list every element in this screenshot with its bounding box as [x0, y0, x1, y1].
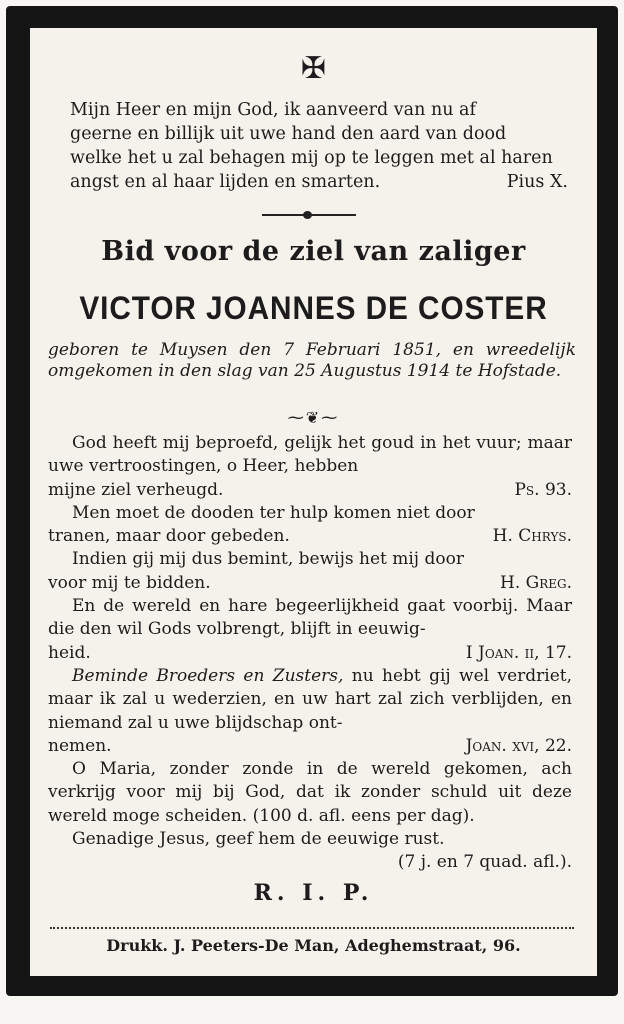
- rip-text: R. I. P.: [253, 880, 374, 906]
- printer-imprint: Drukk. J. Peeters-De Man, Adeghemstraat, 96.: [106, 936, 521, 955]
- passage-end-text: heid.: [48, 642, 91, 663]
- passage-text: O Maria, zonder zonde in de wereld gekomen, ach verkrijg voor mij bij God, dat ik zonder schuld uit deze wereld moge scheiden. (100 d. afl. eens per dag).: [48, 759, 572, 826]
- passage-text: Genadige Jesus, geef hem de eeuwige rust.: [72, 829, 445, 850]
- passage-end-text: tranen, maar door gebeden.: [48, 526, 290, 547]
- quote-line: Mijn Heer en mijn God, ik aanveerd van nu af: [70, 100, 476, 120]
- passage-text: Men moet de dooden ter hulp komen niet door: [72, 502, 475, 523]
- indulgence-note: (7 j. en 7 quad. afl.).: [397, 852, 572, 873]
- dotted-rule: [50, 927, 574, 929]
- passage-source: H. Chrys.: [492, 526, 572, 547]
- memorial-card: [6, 6, 618, 996]
- passage-end: [48, 572, 572, 595]
- passage-end: [48, 735, 572, 758]
- passage-italic-lead: Beminde Broeders en Zusters,: [72, 665, 344, 686]
- passage-text: [48, 665, 572, 735]
- birth-death-details: geboren te Muysen den 7 Februari 1851, en wreedelijk omgekomen in den slag van 25 Augustus 1914 te Hofstade.: [48, 340, 576, 381]
- passage-end-text: mijne ziel verheugd.: [48, 479, 224, 500]
- passage-source: I Joan. ii, 17.: [465, 642, 572, 663]
- prayer-heading: Bid voor de ziel van zaliger: [101, 236, 526, 267]
- passages: [48, 432, 572, 875]
- quote-source: Pius X.: [506, 172, 568, 192]
- ornament-divider: ⁓❦⁓: [287, 408, 340, 427]
- passage-end: [48, 479, 572, 502]
- passage-text: God heeft mij beproefd, gelijk het goud in het vuur; maar uwe vertroostingen, o Heer, hebben: [48, 433, 572, 477]
- passage-source: H. Greg.: [500, 572, 572, 593]
- passage-source: Ps. 93.: [514, 479, 572, 500]
- passage-text-body: nu hebt gij wel verdriet, maar ik zal u wederzien, en uw hart zal zich verblijden, en niemand zal u uwe blijdschap ont-: [48, 665, 572, 733]
- quote-line: welke het u zal behagen mij op te leggen met al haren: [70, 148, 553, 168]
- opening-quote: [70, 98, 568, 194]
- separator-dot: [303, 211, 312, 219]
- cross-icon: ✠: [300, 51, 327, 86]
- passage-text: Indien gij mij dus bemint, bewijs het mij door: [72, 549, 464, 570]
- deceased-name: VICTOR JOANNES DE COSTER: [79, 290, 548, 326]
- quote-line: angst en al haar lijden en smarten.: [70, 172, 381, 192]
- passage-source: Joan. xvi, 22.: [465, 735, 572, 756]
- passage-end-text: voor mij te bidden.: [48, 572, 211, 593]
- quote-line: geerne en billijk uit uwe hand den aard van dood: [70, 124, 507, 144]
- card-paper: [30, 28, 597, 976]
- passage-end-text: nemen.: [48, 735, 112, 756]
- passage-end: [48, 642, 572, 665]
- passage-end: [48, 525, 572, 548]
- passage-text: En de wereld en hare begeerlijkheid gaat voorbij. Maar die den wil Gods volbrengt, blijft in eeuwig-: [48, 596, 572, 640]
- quote-last-line: [70, 170, 568, 194]
